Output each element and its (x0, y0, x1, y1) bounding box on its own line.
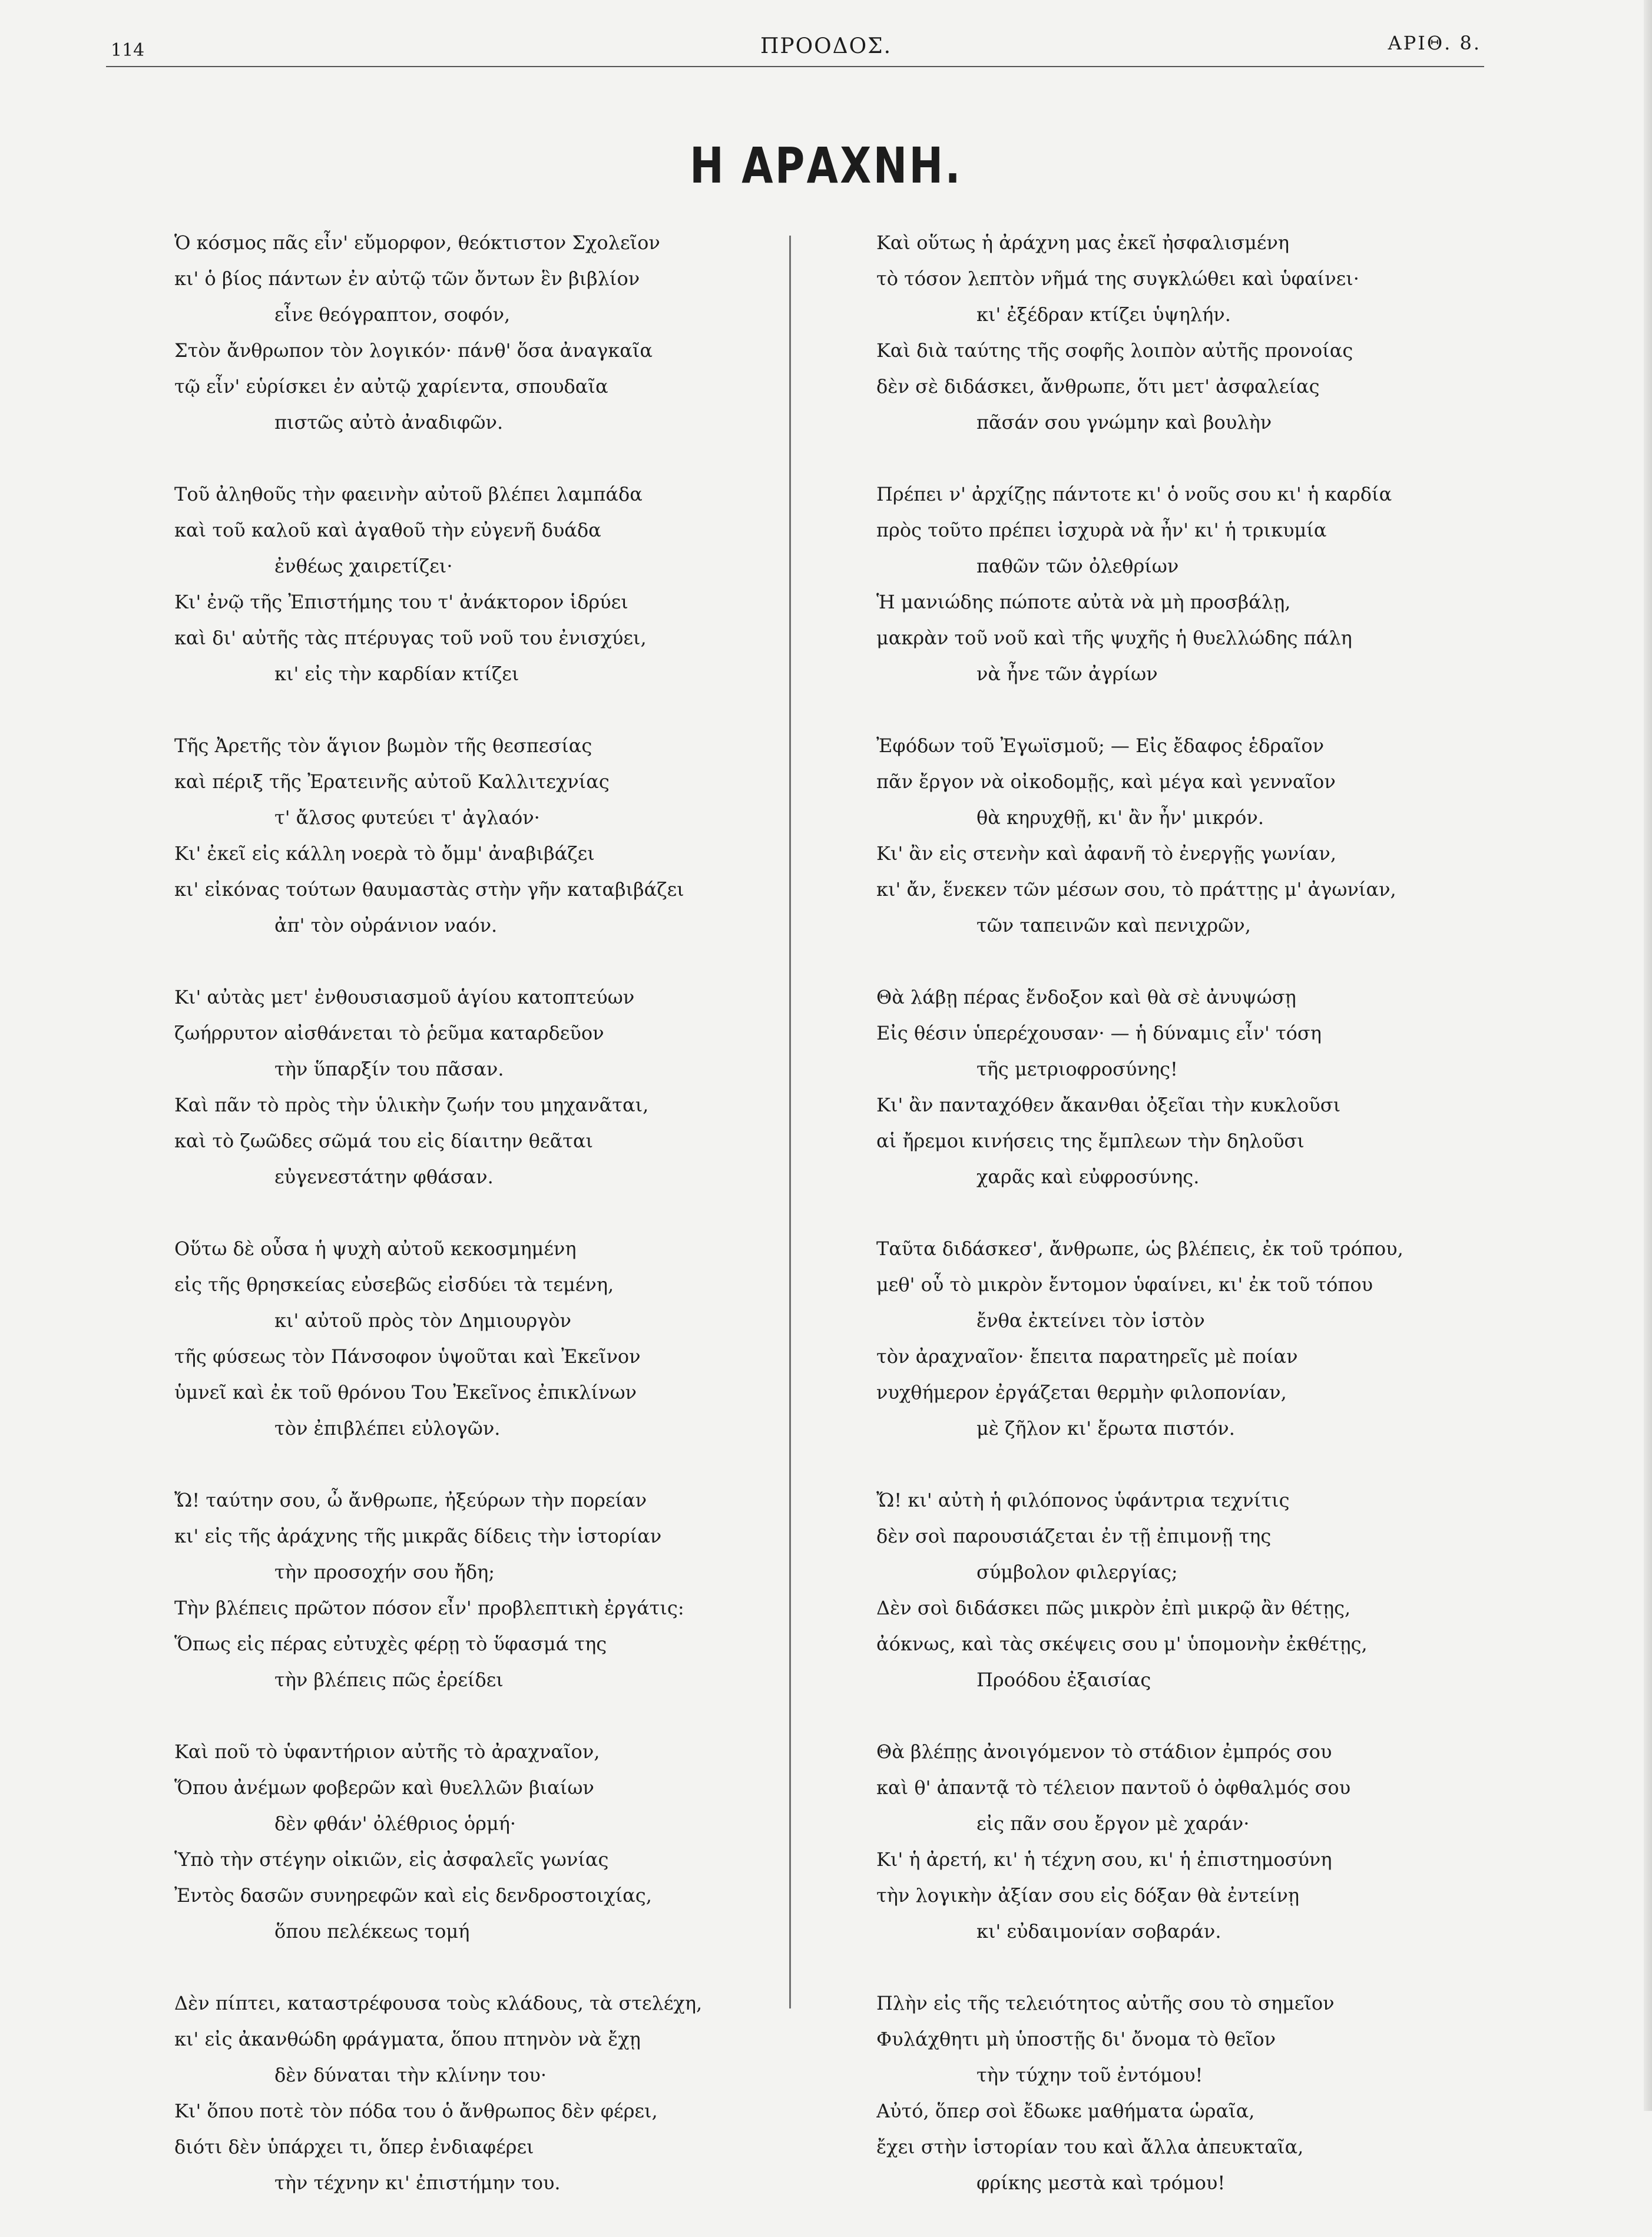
verse-line: Κι' ἡ ἀρετή, κι' ἡ τέχνη σου, κι' ἡ ἐπιστημοσύνη (876, 1848, 1332, 1871)
verse-line: Ὑπὸ τὴν στέγην οἰκιῶν, εἰς ἀσφαλεῖς γωνίας (174, 1848, 609, 1871)
verse-line: μὲ ζῆλον κι' ἔρωτα πιστόν. (976, 1417, 1235, 1440)
verse-line: Δὲν πίπτει, καταστρέφουσα τοὺς κλάδους, τὰ στελέχη, (174, 1992, 703, 2014)
verse-line: τῆς φύσεως τὸν Πάνσοφον ὑψοῦται καὶ Ἐκεῖνον (174, 1345, 641, 1368)
verse-line: χαρᾶς καὶ εὐφροσύνης. (976, 1166, 1200, 1188)
stanza (876, 476, 1489, 692)
verse-line: Κι' ἂν εἰς στενὴν καὶ ἀφανῆ τὸ ἐνεργῇς γωνίαν, (876, 842, 1336, 865)
verse-line: μακρὰν τοῦ νοῦ καὶ τῆς ψυχῆς ἡ θυελλώδης πάλη (876, 627, 1352, 649)
page-header (0, 0, 1652, 77)
verse-line: κι' εἰκόνας τούτων θαυμαστὰς στὴν γῆν καταβιβάζει (174, 878, 684, 901)
verse-line: διότι δὲν ὑπάρχει τι, ὅπερ ἐνδιαφέρει (174, 2136, 534, 2158)
verse-line: νὰ ἦνε τῶν ἀγρίων (976, 663, 1158, 685)
verse-line: εὐγενεστάτην φθάσαν. (274, 1166, 494, 1188)
header-rule (106, 66, 1484, 67)
verse-line: πιστῶς αὐτὸ ἀναδιφῶν. (274, 411, 504, 433)
verse-line: κι' ἄν, ἕνεκεν τῶν μέσων σου, τὸ πράττῃς μ' ἀγωνίαν, (876, 878, 1396, 901)
verse-line: ἀόκνως, καὶ τὰς σκέψεις σου μ' ὑπομονὴν ἐκθέτῃς, (876, 1633, 1368, 1655)
verse-line: Κι' ἂν πανταχόθεν ἄκανθαι ὀξεῖαι τὴν κυκλοῦσι (876, 1094, 1341, 1116)
verse-line: Εἰς θέσιν ὑπερέχουσαν· — ἡ δύναμις εἶν' τόση (876, 1022, 1322, 1044)
verse-line: Ὁ κόσμος πᾶς εἶν' εὔμορφον, θεόκτιστον Σχολεῖον (174, 231, 660, 254)
stanza (876, 225, 1489, 441)
stanza (876, 1482, 1489, 1698)
stanza (174, 728, 787, 944)
verse-line: Κι' ὅπου ποτὲ τὸν πόδα του ὁ ἄνθρωπος δὲν φέρει, (174, 2100, 658, 2122)
verse-line: κι' εἰς ἀκανθώδη φράγματα, ὅπου πτηνὸν νὰ ἔχῃ (174, 2028, 641, 2050)
stanza (174, 979, 787, 1195)
verse-line: πᾶσάν σου γνώμην καὶ βουλὴν (976, 411, 1272, 433)
verse-line: Καὶ οὕτως ἡ ἀράχνη μας ἐκεῖ ἠσφαλισμένη (876, 231, 1290, 254)
verse-line: εἰς τῆς θρησκείας εὐσεβῶς εἰσδύει τὰ τεμένη, (174, 1273, 614, 1296)
verse-line: Φυλάχθητι μὴ ὑποστῇς δι' ὄνομα τὸ θεῖον (876, 2028, 1276, 2050)
verse-line: Δὲν σοὶ διδάσκει πῶς μικρὸν ἐπὶ μικρῷ ἂν θέτῃς, (876, 1597, 1351, 1619)
verse-line: τὴν ὕπαρξίν του πᾶσαν. (274, 1058, 504, 1080)
verse-line: τὸν ἐπιβλέπει εὐλογῶν. (274, 1417, 501, 1440)
verse-line: Οὕτω δὲ οὖσα ἡ ψυχὴ αὐτοῦ κεκοσμημένη (174, 1237, 577, 1260)
verse-line: τῶν ταπεινῶν καὶ πενιχρῶν, (976, 914, 1251, 937)
verse-line: ὅπου πελέκεως τομή (274, 1920, 470, 1943)
stanza (876, 1734, 1489, 1950)
verse-line: τὴν λογικὴν ἀξίαν σου εἰς δόξαν θὰ ἐντείνῃ (876, 1884, 1299, 1907)
verse-line: τὸ τόσον λεπτὸν νῆμά της συγκλώθει καὶ ὑφαίνει· (876, 267, 1359, 290)
verse-line: παθῶν τῶν ὀλεθρίων (976, 555, 1179, 577)
verse-line: Κι' ἐκεῖ εἰς κάλλη νοερὰ τὸ ὄμμ' ἀναβιβάζει (174, 842, 595, 865)
verse-line: Κι' ἐνῷ τῆς Ἐπιστήμης του τ' ἀνάκτορον ἱδρύει (174, 591, 628, 613)
verse-line: Κι' αὐτὰς μετ' ἐνθουσιασμοῦ ἁγίου κατοπτεύων (174, 986, 635, 1008)
verse-line: ζωήρρυτον αἰσθάνεται τὸ ῥεῦμα καταρδεῦον (174, 1022, 604, 1044)
verse-line: μεθ' οὗ τὸ μικρὸν ἔντομον ὑφαίνει, κι' ἐκ τοῦ τόπου (876, 1273, 1373, 1296)
verse-line: Στὸν ἄνθρωπον τὸν λογικόν· πάνθ' ὅσα ἀναγκαῖα (174, 339, 653, 362)
verse-line: Καὶ ποῦ τὸ ὑφαντήριον αὐτῆς τὸ ἀραχναῖον, (174, 1740, 600, 1763)
verse-line: Πλὴν εἰς τῆς τελειότητος αὐτῆς σου τὸ σημεῖον (876, 1992, 1335, 2014)
verse-line: Καὶ διὰ ταύτης τῆς σοφῆς λοιπὸν αὐτῆς προνοίας (876, 339, 1353, 362)
poem-title: Η ΑΡΑΧΝΗ. (690, 137, 962, 194)
verse-line: αἱ ἤρεμοι κινήσεις της ἔμπλεων τὴν δηλοῦσι (876, 1130, 1305, 1152)
verse-line: πρὸς τοῦτο πρέπει ἰσχυρὰ νὰ ἦν' κι' ἡ τρικυμία (876, 519, 1327, 541)
verse-line: Καὶ πᾶν τὸ πρὸς τὴν ὑλικὴν ζωήν του μηχανᾶται, (174, 1094, 649, 1116)
verse-line: καὶ δι' αὐτῆς τὰς πτέρυγας τοῦ νοῦ του ἐνισχύει, (174, 627, 647, 649)
verse-line: πᾶν ἔργον νὰ οἰκοδομῇς, καὶ μέγα καὶ γενναῖον (876, 770, 1336, 793)
left-column (174, 225, 787, 2237)
verse-line: δὲν σὲ διδάσκει, ἄνθρωπε, ὅτι μετ' ἀσφαλείας (876, 375, 1320, 398)
stanza (174, 225, 787, 441)
verse-line: σύμβολον φιλεργίας; (976, 1561, 1178, 1583)
verse-line: Τοῦ ἀληθοῦς τὴν φαεινὴν αὐτοῦ βλέπει λαμπάδα (174, 483, 643, 505)
verse-line: Τῆς Ἀρετῆς τὸν ἅγιον βωμὸν τῆς θεσπεσίας (174, 734, 592, 757)
stanza (174, 1985, 787, 2201)
verse-line: τὴν βλέπεις πῶς ἐρείδει (274, 1669, 504, 1691)
verse-line: Ὤ! κι' αὐτὴ ἡ φιλόπονος ὑφάντρια τεχνίτις (876, 1489, 1290, 1511)
verse-line: Ἐντὸς δασῶν συνηρεφῶν καὶ εἰς δενδροστοιχίας, (174, 1884, 652, 1907)
issue-number: ΑΡΙΘ. 8. (1388, 32, 1481, 54)
verse-line: ὑμνεῖ καὶ ἐκ τοῦ θρόνου Του Ἐκεῖνος ἐπικλίνων (174, 1381, 637, 1404)
verse-line: εἰς πᾶν σου ἔργον μὲ χαράν· (976, 1812, 1250, 1835)
verse-line: τὴν τέχνην κι' ἐπιστήμην του. (274, 2172, 561, 2194)
verse-line: νυχθήμερον ἐργάζεται θερμὴν φιλοπονίαν, (876, 1381, 1287, 1404)
column-divider (789, 236, 791, 2008)
verse-line: Ὤ! ταύτην σου, ὦ ἄνθρωπε, ἠξεύρων τὴν πορείαν (174, 1489, 647, 1511)
verse-line: Ἡ μανιώδης πώποτε αὐτὰ νὰ μὴ προσβάλῃ, (876, 591, 1291, 613)
verse-line: καὶ πέριξ τῆς Ἐρατεινῆς αὐτοῦ Καλλιτεχνίας (174, 770, 610, 793)
verse-line: Προόδου ἐξαισίας (976, 1669, 1151, 1691)
verse-line: τῆς μετριοφροσύνης! (976, 1058, 1178, 1080)
stanza (876, 728, 1489, 944)
verse-line: κι' αὐτοῦ πρὸς τὸν Δημιουργὸν (274, 1309, 571, 1332)
page-edge (1644, 0, 1652, 2111)
stanza (876, 1985, 1489, 2201)
verse-line: κι' εἰς τῆς ἀράχνης τῆς μικρᾶς δίδεις τὴν ἱστορίαν (174, 1525, 662, 1547)
verse-line: Πρέπει ν' ἀρχίζῃς πάντοτε κι' ὁ νοῦς σου κι' ἡ καρδία (876, 483, 1392, 505)
verse-line: Τὴν βλέπεις πρῶτον πόσον εἶν' προβλεπτικὴ ἐργάτις: (174, 1597, 684, 1619)
verse-line: Ἐφόδων τοῦ Ἐγωϊσμοῦ; — Εἰς ἔδαφος ἑδραῖον (876, 734, 1325, 757)
verse-line: τὸν ἀραχναῖον· ἔπειτα παρατηρεῖς μὲ ποίαν (876, 1345, 1298, 1368)
verse-line: δὲν δύναται τὴν κλίνην του· (274, 2064, 547, 2086)
verse-line: Θὰ λάβῃ πέρας ἔνδοξον καὶ θὰ σὲ ἀνυψώσῃ (876, 986, 1296, 1008)
stanza (174, 476, 787, 692)
verse-line: ἔχει στὴν ἱστορίαν του καὶ ἄλλα ἀπευκταῖα, (876, 2136, 1304, 2158)
page-number: 114 (111, 40, 145, 61)
verse-line: Θὰ βλέπῃς ἀνοιγόμενον τὸ στάδιον ἐμπρός σου (876, 1740, 1332, 1763)
verse-line: Ταῦτα διδάσκεσ', ἄνθρωπε, ὡς βλέπεις, ἐκ τοῦ τρόπου, (876, 1237, 1403, 1260)
verse-line: φρίκης μεστὰ καὶ τρόμου! (976, 2172, 1226, 2194)
verse-line: κι' ὁ βίος πάντων ἐν αὐτῷ τῶν ὄντων ἓν βιβλίον (174, 267, 640, 290)
verse-line: τῷ εἶν' εὑρίσκει ἐν αὐτῷ χαρίεντα, σπουδαῖα (174, 375, 608, 398)
journal-title: ΠΡΟΟΔΟΣ. (760, 34, 892, 58)
verse-line: Ὅπως εἰς πέρας εὐτυχὲς φέρῃ τὸ ὕφασμά της (174, 1633, 607, 1655)
right-column (876, 225, 1489, 2237)
stanza (876, 979, 1489, 1195)
verse-line: ἔνθα ἐκτείνει τὸν ἱστὸν (976, 1309, 1205, 1332)
verse-line: τ' ἄλσος φυτεύει τ' ἀγλαόν· (274, 806, 540, 829)
verse-line: θὰ κηρυχθῇ, κι' ἂν ἦν' μικρόν. (976, 806, 1264, 829)
verse-line: καὶ τοῦ καλοῦ καὶ ἀγαθοῦ τὴν εὐγενῆ δυάδα (174, 519, 601, 541)
verse-line: τὴν προσοχήν σου ἤδη; (274, 1561, 495, 1583)
verse-line: εἶνε θεόγραπτον, σοφόν, (274, 303, 511, 326)
verse-line: κι' εὐδαιμονίαν σοβαράν. (976, 1920, 1221, 1943)
stanza (174, 1231, 787, 1447)
verse-line: κι' εἰς τὴν καρδίαν κτίζει (274, 663, 519, 685)
stanza (876, 1231, 1489, 1447)
verse-line: Ὅπου ἀνέμων φοβερῶν καὶ θυελλῶν βιαίων (174, 1776, 594, 1799)
verse-line: Αὐτό, ὅπερ σοὶ ἔδωκε μαθήματα ὡραῖα, (876, 2100, 1255, 2122)
stanza (174, 1482, 787, 1698)
verse-line: δὲν φθάν' ὀλέθριος ὁρμή· (274, 1812, 517, 1835)
verse-line: καὶ θ' ἀπαντᾷ τὸ τέλειον παντοῦ ὁ ὀφθαλμός σου (876, 1776, 1351, 1799)
verse-line: ἐνθέως χαιρετίζει· (274, 555, 453, 577)
verse-line: κι' ἐξέδραν κτίζει ὑψηλήν. (976, 303, 1231, 326)
stanza (174, 1734, 787, 1950)
verse-line: καὶ τὸ ζωῶδες σῶμά του εἰς δίαιτην θεᾶται (174, 1130, 594, 1152)
verse-line: δὲν σοὶ παρουσιάζεται ἐν τῇ ἐπιμονῇ της (876, 1525, 1272, 1547)
verse-line: τὴν τύχην τοῦ ἐντόμου! (976, 2064, 1203, 2086)
verse-line: ἀπ' τὸν οὐράνιον ναόν. (274, 914, 498, 937)
